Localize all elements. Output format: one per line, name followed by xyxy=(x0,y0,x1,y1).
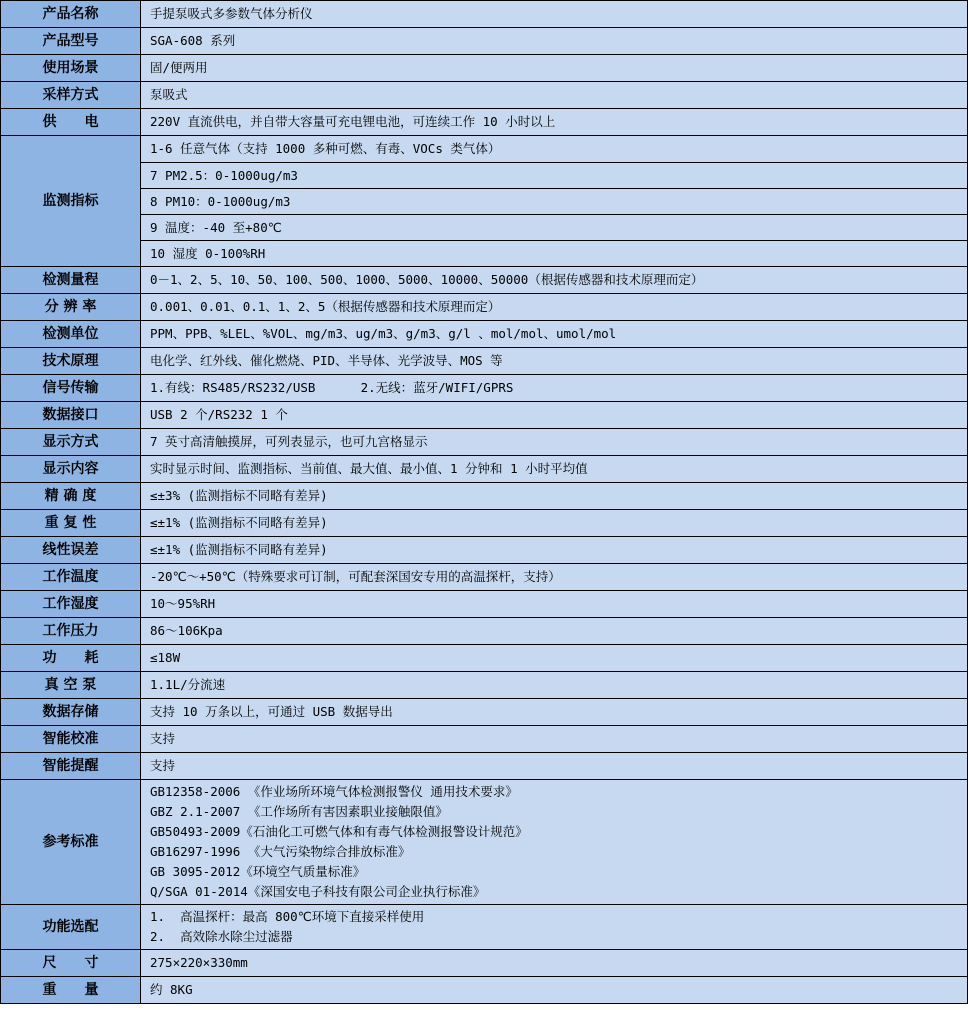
row-value-cell xyxy=(141,136,967,162)
table-row xyxy=(1,591,967,618)
row-value-cell xyxy=(141,28,967,54)
row-value-column xyxy=(141,618,967,644)
table-row xyxy=(1,537,967,564)
row-label: 重 复 性 xyxy=(1,510,141,536)
row-value-cell xyxy=(141,726,967,752)
row-label: 监测指标 xyxy=(1,136,141,266)
table-row xyxy=(1,348,967,375)
row-value-text: 约 8KG xyxy=(150,982,193,997)
row-value-text: Q/SGA 01-2014《深国安电子科技有限公司企业执行标准》 xyxy=(150,884,486,899)
row-value-column xyxy=(141,136,967,266)
row-label: 检测量程 xyxy=(1,267,141,293)
row-value-text: 手提泵吸式多参数气体分析仪 xyxy=(150,6,313,21)
row-value-cell xyxy=(141,402,967,428)
table-row xyxy=(1,950,967,977)
row-value-column xyxy=(141,267,967,293)
row-value-text: ≤±1% (监测指标不同略有差异) xyxy=(150,542,328,557)
row-value-column xyxy=(141,321,967,347)
row-label: 产品型号 xyxy=(1,28,141,54)
table-row xyxy=(1,645,967,672)
row-value-text: 支持 10 万条以上，可通过 USB 数据导出 xyxy=(150,704,393,719)
table-row xyxy=(1,1,967,28)
row-label: 供 电 xyxy=(1,109,141,135)
row-value-column xyxy=(141,28,967,54)
row-label: 使用场景 xyxy=(1,55,141,81)
row-value-text: PPM、PPB、%LEL、%VOL、mg/m3、ug/m3、g/m3、g/l 、mol/mol、umol/mol xyxy=(150,326,617,341)
row-value-column xyxy=(141,726,967,752)
row-value-column xyxy=(141,456,967,482)
row-value-text: GB 3095-2012《环境空气质量标准》 xyxy=(150,864,366,879)
row-label: 重 量 xyxy=(1,977,141,1003)
row-value-column xyxy=(141,429,967,455)
row-value-text: 泵吸式 xyxy=(150,87,188,102)
row-value-cell xyxy=(141,537,967,563)
row-value-cell xyxy=(141,82,967,108)
table-row xyxy=(1,294,967,321)
row-value-cell xyxy=(141,348,967,374)
row-value-cell xyxy=(141,672,967,698)
row-value-cell xyxy=(141,905,967,949)
row-value-cell xyxy=(141,456,967,482)
table-row xyxy=(1,780,967,905)
table-row xyxy=(1,564,967,591)
table-row xyxy=(1,510,967,537)
row-value-cell xyxy=(141,699,967,725)
row-value-column xyxy=(141,977,967,1003)
row-label: 功能选配 xyxy=(1,905,141,949)
row-label: 采样方式 xyxy=(1,82,141,108)
row-value-column xyxy=(141,294,967,320)
row-value-text: 1-6 任意气体（支持 1000 多种可燃、有毒、VOCs 类气体） xyxy=(150,141,501,156)
row-value-text: GB12358-2006 《作业场所环境气体检测报警仪 通用技术要求》 xyxy=(150,784,518,799)
row-label: 信号传输 xyxy=(1,375,141,401)
row-value-text: ≤18W xyxy=(150,650,181,665)
table-row xyxy=(1,672,967,699)
table-row xyxy=(1,28,967,55)
row-value-text: 1. 高温探杆：最高 800℃环境下直接采样使用 xyxy=(150,909,425,924)
row-label: 真 空 泵 xyxy=(1,672,141,698)
table-row xyxy=(1,456,967,483)
row-label: 检测单位 xyxy=(1,321,141,347)
row-value-column xyxy=(141,510,967,536)
table-row xyxy=(1,109,967,136)
row-value-cell xyxy=(141,240,967,266)
row-label: 参考标准 xyxy=(1,780,141,904)
row-value-text: 0.001、0.01、0.1、1、2、5（根据传感器和技术原理而定） xyxy=(150,299,501,314)
row-value-cell xyxy=(141,188,967,214)
row-value-column xyxy=(141,780,967,904)
row-value-column xyxy=(141,402,967,428)
row-value-column xyxy=(141,672,967,698)
row-value-column xyxy=(141,591,967,617)
row-value-cell xyxy=(141,109,967,135)
row-label: 显示方式 xyxy=(1,429,141,455)
row-value-column xyxy=(141,109,967,135)
row-value-text: 1.有线：RS485/RS232/USB 2.无线：蓝牙/WIFI/GPRS xyxy=(150,380,514,395)
row-value-column xyxy=(141,905,967,949)
row-value-cell xyxy=(141,564,967,590)
row-value-cell xyxy=(141,618,967,644)
row-value-cell xyxy=(141,294,967,320)
row-value-column xyxy=(141,564,967,590)
table-row xyxy=(1,321,967,348)
row-value-cell xyxy=(141,267,967,293)
row-label: 工作温度 xyxy=(1,564,141,590)
table-row xyxy=(1,429,967,456)
row-value-text: -20℃～+50℃（特殊要求可订制，可配套深国安专用的高温探杆，支持） xyxy=(150,569,561,584)
row-value-text: GBZ 2.1-2007 《工作场所有害因素职业接触限值》 xyxy=(150,804,448,819)
row-value-column xyxy=(141,483,967,509)
row-value-text: 固/便两用 xyxy=(150,60,208,75)
row-label: 智能提醒 xyxy=(1,753,141,779)
row-value-cell xyxy=(141,950,967,976)
table-row xyxy=(1,977,967,1004)
row-label: 技术原理 xyxy=(1,348,141,374)
row-value-cell xyxy=(141,1,967,27)
row-label: 分 辨 率 xyxy=(1,294,141,320)
row-value-cell xyxy=(141,483,967,509)
row-label: 线性误差 xyxy=(1,537,141,563)
row-value-text: 7 PM2.5：0-1000ug/m3 xyxy=(150,167,298,183)
table-row xyxy=(1,753,967,780)
row-value-text: 9 温度：-40 至+80℃ xyxy=(150,219,282,235)
row-value-text: SGA-608 系列 xyxy=(150,33,236,48)
table-row xyxy=(1,402,967,429)
row-value-text: 86～106Kpa xyxy=(150,623,223,638)
row-value-text: 支持 xyxy=(150,731,176,746)
table-row xyxy=(1,267,967,294)
row-value-cell xyxy=(141,510,967,536)
table-row xyxy=(1,82,967,109)
row-value-text: GB50493-2009《石油化工可燃气体和有毒气体检测报警设计规范》 xyxy=(150,824,528,839)
row-value-column xyxy=(141,348,967,374)
row-value-text: GB16297-1996 《大气污染物综合排放标准》 xyxy=(150,844,411,859)
row-value-text: ≤±3% (监测指标不同略有差异) xyxy=(150,488,328,503)
row-value-text: 10 湿度 0-100%RH xyxy=(150,245,266,261)
row-value-cell xyxy=(141,977,967,1003)
row-label: 显示内容 xyxy=(1,456,141,482)
row-value-cell xyxy=(141,214,967,240)
row-value-cell xyxy=(141,55,967,81)
row-label: 功 耗 xyxy=(1,645,141,671)
row-value-text: 275×220×330mm xyxy=(150,955,248,970)
table-row xyxy=(1,375,967,402)
row-value-cell xyxy=(141,591,967,617)
row-label: 工作湿度 xyxy=(1,591,141,617)
row-value-cell xyxy=(141,780,967,904)
row-value-text: 支持 xyxy=(150,758,176,773)
table-row xyxy=(1,136,967,267)
row-value-column xyxy=(141,55,967,81)
row-value-column xyxy=(141,375,967,401)
row-value-text: 220V 直流供电，并自带大容量可充电锂电池，可连续工作 10 小时以上 xyxy=(150,114,556,129)
row-value-text: 7 英寸高清触摸屏，可列表显示，也可九宫格显示 xyxy=(150,434,428,449)
row-label: 数据存储 xyxy=(1,699,141,725)
row-value-cell xyxy=(141,645,967,671)
table-row xyxy=(1,55,967,82)
table-row xyxy=(1,726,967,753)
row-value-text: USB 2 个/RS232 1 个 xyxy=(150,407,288,422)
row-value-text: 实时显示时间、监测指标、当前值、最大值、最小值、1 分钟和 1 小时平均值 xyxy=(150,461,588,476)
row-label: 数据接口 xyxy=(1,402,141,428)
row-label: 尺 寸 xyxy=(1,950,141,976)
row-value-text: 10～95%RH xyxy=(150,596,216,611)
row-value-cell xyxy=(141,321,967,347)
row-value-cell xyxy=(141,753,967,779)
row-value-column xyxy=(141,537,967,563)
row-value-text: 2. 高效除水除尘过滤器 xyxy=(150,929,293,944)
row-value-column xyxy=(141,699,967,725)
table-row xyxy=(1,699,967,726)
row-value-text: 电化学、红外线、催化燃烧、PID、半导体、光学波导、MOS 等 xyxy=(150,353,503,368)
row-label: 精 确 度 xyxy=(1,483,141,509)
row-value-cell xyxy=(141,429,967,455)
row-value-cell xyxy=(141,162,967,188)
row-value-cell xyxy=(141,375,967,401)
row-value-text: 1.1L/分流速 xyxy=(150,677,226,692)
row-value-column xyxy=(141,753,967,779)
row-label: 智能校准 xyxy=(1,726,141,752)
row-value-column xyxy=(141,645,967,671)
row-value-column xyxy=(141,82,967,108)
row-label: 工作压力 xyxy=(1,618,141,644)
row-value-column xyxy=(141,950,967,976)
row-value-column xyxy=(141,1,967,27)
table-row xyxy=(1,483,967,510)
row-value-text: 0－1、2、5、10、50、100、500、1000、5000、10000、50000（根据传感器和技术原理而定） xyxy=(150,272,704,287)
table-row xyxy=(1,905,967,950)
row-label: 产品名称 xyxy=(1,1,141,27)
row-value-text: 8 PM10：0-1000ug/m3 xyxy=(150,193,291,209)
table-row xyxy=(1,618,967,645)
row-value-text: ≤±1% (监测指标不同略有差异) xyxy=(150,515,328,530)
